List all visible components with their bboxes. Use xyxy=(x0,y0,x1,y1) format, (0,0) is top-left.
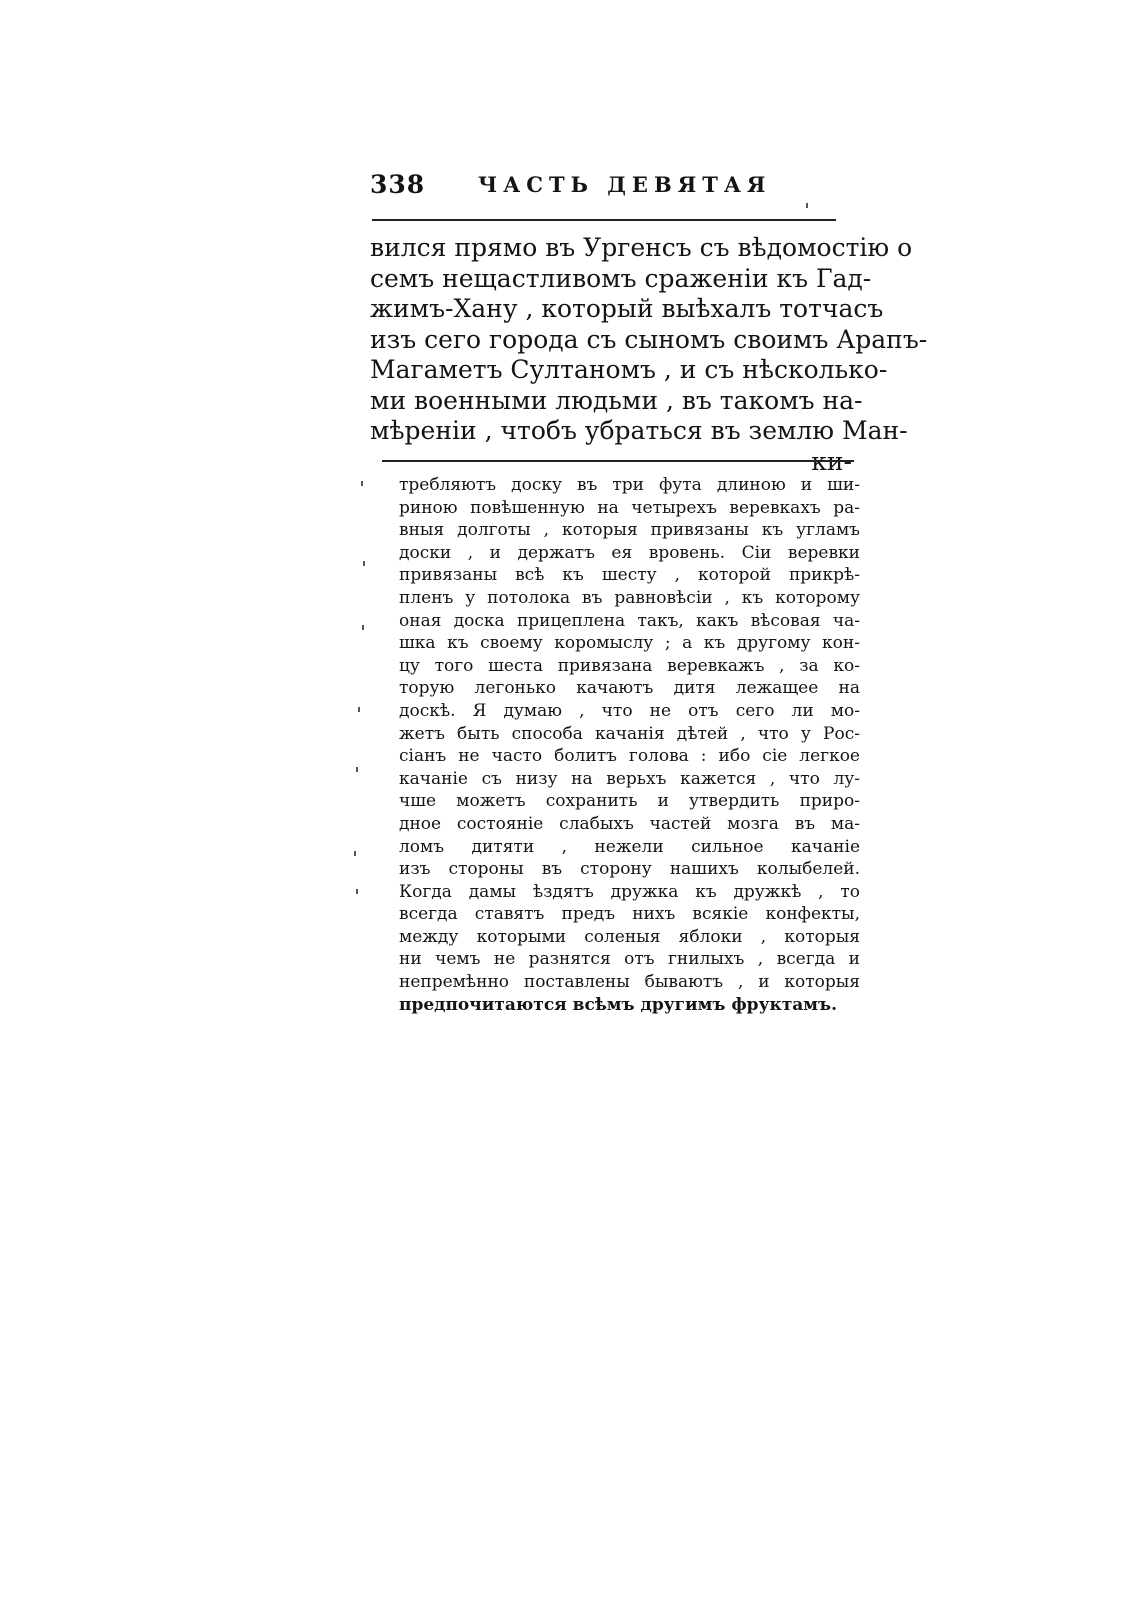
header-rule xyxy=(372,219,836,221)
main-text-line: мѣреніи , чтобъ убраться въ землю Ман- xyxy=(370,416,908,445)
footnote-line: Когда дамы ѣздятъ дружка къ дружкѣ , то xyxy=(399,881,860,902)
footnote-line: непремѣнно поставлены бываютъ , и которыя xyxy=(399,972,860,993)
scan-speck xyxy=(362,625,364,630)
footnote-line: сіанъ не часто болитъ голова : ибо сіе легкое xyxy=(399,746,860,767)
footnote-line: торую легонько качаютъ дитя лежащее на xyxy=(399,678,860,699)
footnote-line: чше можетъ сохранить и утвердить приро- xyxy=(399,791,860,812)
footnote-line: цу того шеста привязана веревкажъ , за ко- xyxy=(399,655,860,676)
scan-speck xyxy=(363,561,365,566)
main-text-line: вился прямо въ Ургенсъ съ вѣдомостію о xyxy=(370,233,913,262)
scan-speck xyxy=(806,203,808,208)
footnote-line: привязаны всѣ къ шесту , которой прикрѣ- xyxy=(399,565,860,586)
footnote-line: качаніе съ низу на верьхъ кажется , что лу- xyxy=(399,768,860,789)
scan-speck xyxy=(354,851,356,856)
footnote-line: всегда ставятъ предъ нихъ всякіе конфекты, xyxy=(399,904,860,925)
scan-speck xyxy=(356,889,358,894)
scan-speck xyxy=(356,767,358,772)
footnote-line: доски , и держатъ ея вровень. Сіи веревки xyxy=(399,542,860,563)
footnote-line: оная доска прицеплена такъ, какъ вѣсовая ча- xyxy=(399,610,860,631)
footnote-line: доскѣ. Я думаю , что не отъ сего ли мо- xyxy=(399,700,860,721)
footnote-line: вныя долготы , которыя привязаны къ угламъ xyxy=(399,520,860,541)
scan-speck xyxy=(361,481,363,486)
footnote-line: ломъ дитяти , нежели сильное качаніе xyxy=(399,836,860,857)
page-header xyxy=(370,170,840,210)
main-text-line: ми военными людьми , въ такомъ на- xyxy=(370,385,863,415)
footnote-line: риною повѣшенную на четырехъ веревкахъ ра- xyxy=(399,497,860,518)
page-number: 338 xyxy=(370,170,426,199)
main-text-line: семъ нещастливомъ сраженіи къ Гад- xyxy=(370,263,872,293)
main-text-block xyxy=(370,233,928,477)
footnote-line: жетъ быть способа качанія дѣтей , что у Рос- xyxy=(399,723,860,744)
footnote-line: изъ стороны въ сторону нашихъ колыбелей. xyxy=(399,859,860,880)
footnote-separator-rule xyxy=(382,460,854,462)
scan-speck xyxy=(358,707,360,712)
main-text-line: жимъ-Хану , который выѣхалъ тотчасъ xyxy=(370,294,884,323)
footnote-line: пленъ у потолока въ равновѣсіи , къ которому xyxy=(399,587,860,608)
footnote-block xyxy=(399,474,860,1016)
catchword: ки- xyxy=(811,446,852,476)
footnote-line: ни чемъ не разнятся отъ гнилыхъ , всегда и xyxy=(399,949,860,970)
main-text-line: Магаметъ Султаномъ , и съ нѣсколько- xyxy=(370,355,888,384)
footnote-line: шка къ своему коромыслу ; а къ другому кон- xyxy=(399,633,860,654)
footnote-line: дное состояніе слабыхъ частей мозга въ ма- xyxy=(399,813,860,834)
footnote-line: требляютъ доску въ три фута длиною и ши- xyxy=(399,475,860,495)
main-text-line: изъ сего города съ сыномъ своимъ Арапъ- xyxy=(370,324,928,354)
footnote-line: между которыми соленыя яблоки , которыя xyxy=(399,926,860,947)
footnote-line: предпочитаются всѣмъ другимъ фруктамъ. xyxy=(399,994,837,1015)
running-head: ЧАСТЬ ДЕВЯТАЯ xyxy=(478,172,772,197)
